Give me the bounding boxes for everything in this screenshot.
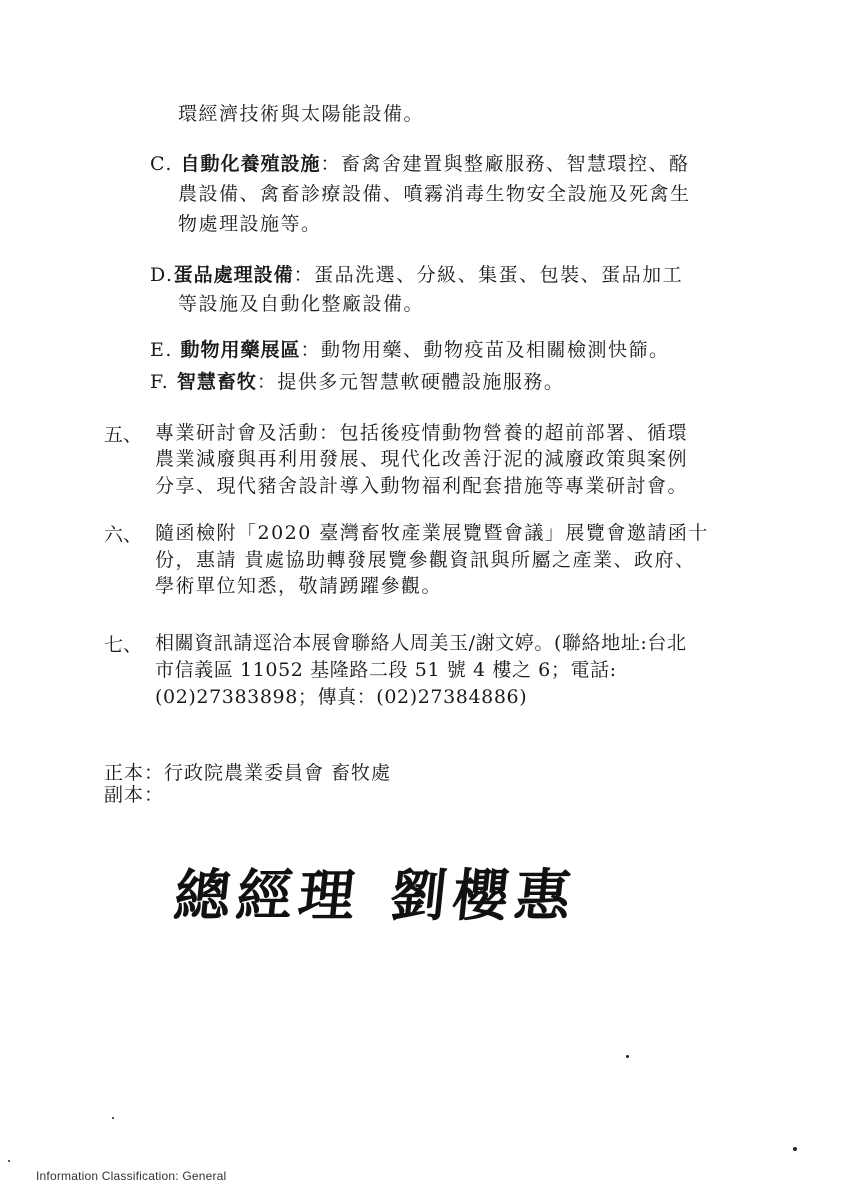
section-6-line-2: 份，惠請 貴處協助轉發展覽參觀資訊與所屬之產業、政府、 bbox=[155, 549, 696, 571]
item-d-line-2: 等設施及自動化整廠設備。 bbox=[178, 293, 425, 315]
section-5-line-3: 分享、現代豬舍設計導入動物福利配套措施等專業研討會。 bbox=[155, 475, 689, 497]
section-6-line-1: 隨函檢附「2020 臺灣畜牧產業展覽暨會議」展覽會邀請函十 bbox=[155, 522, 709, 544]
original-value: 行政院農業委員會 畜牧處 bbox=[164, 762, 392, 784]
item-d-line-1 bbox=[150, 262, 683, 288]
item-f-sep: ： bbox=[256, 371, 278, 393]
item-d-title: 蛋品處理設備 bbox=[173, 264, 294, 286]
item-e-line bbox=[150, 337, 670, 363]
item-c-line-3: 物處理設施等。 bbox=[178, 213, 322, 235]
section-7-marker: 七、 bbox=[104, 634, 143, 656]
item-f-line bbox=[150, 369, 564, 395]
item-c-line-1 bbox=[150, 151, 690, 177]
item-d-sep: ： bbox=[293, 264, 315, 286]
scan-speck bbox=[112, 1117, 114, 1119]
item-c-sep: ： bbox=[320, 153, 341, 175]
item-f-marker: F. bbox=[150, 371, 170, 393]
item-c-marker: C. bbox=[150, 153, 173, 175]
scan-speck bbox=[8, 1160, 10, 1162]
item-c-text-1: 畜禽舍建置與整廠服務、智慧環控、酪 bbox=[340, 153, 690, 175]
section-5-line-2: 農業減廢與再利用發展、現代化改善汙泥的減廢政策與案例 bbox=[155, 448, 689, 470]
section-5-line-1: 專業研討會及活動：包括後疫情動物營養的超前部署、循環 bbox=[155, 422, 689, 444]
item-f-text: 提供多元智慧軟硬體設施服務。 bbox=[277, 371, 565, 393]
item-d-marker: D. bbox=[150, 264, 174, 286]
item-e-sep: ： bbox=[300, 339, 321, 361]
classification-footer: Information Classification: General bbox=[36, 1169, 227, 1183]
section-7-line-1: 相關資訊請逕洽本展會聯絡人周美玉/謝文婷。(聯絡地址:台北 bbox=[155, 632, 687, 654]
item-f-title: 智慧畜牧 bbox=[176, 371, 257, 393]
item-d-text-1: 蛋品洗選、分級、集蛋、包裝、蛋品加工 bbox=[314, 264, 684, 286]
signature-name: 劉櫻惠 bbox=[387, 864, 580, 929]
item-e-marker: E. bbox=[150, 339, 173, 361]
original-label: 正本： bbox=[104, 762, 165, 784]
scan-speck bbox=[793, 1147, 797, 1151]
section-7-line-2: 市信義區 11052 基隆路二段 51 號 4 樓之 6；電話: bbox=[155, 659, 617, 681]
section-6-line-3: 學術單位知悉，敬請踴躍參觀。 bbox=[155, 575, 443, 597]
section-6-marker: 六、 bbox=[104, 524, 143, 546]
signature-stamp bbox=[171, 852, 581, 932]
item-c-title: 自動化養殖設施 bbox=[180, 153, 321, 175]
section-5-marker: 五、 bbox=[104, 424, 143, 446]
section-7-line-3: (02)27383898；傳真：(02)27384886) bbox=[155, 686, 528, 708]
copy-label: 副本： bbox=[104, 784, 165, 806]
continuation-line: 環經濟技術與太陽能設備。 bbox=[178, 103, 425, 125]
scan-speck bbox=[626, 1055, 629, 1058]
item-e-text: 動物用藥、動物疫苗及相關檢測快篩。 bbox=[321, 339, 670, 361]
item-c-line-2: 農設備、禽畜診療設備、噴霧消毒生物安全設施及死禽生 bbox=[178, 183, 691, 205]
signature-title: 總經理 bbox=[171, 864, 364, 929]
item-e-title: 動物用藥展區 bbox=[180, 339, 301, 361]
